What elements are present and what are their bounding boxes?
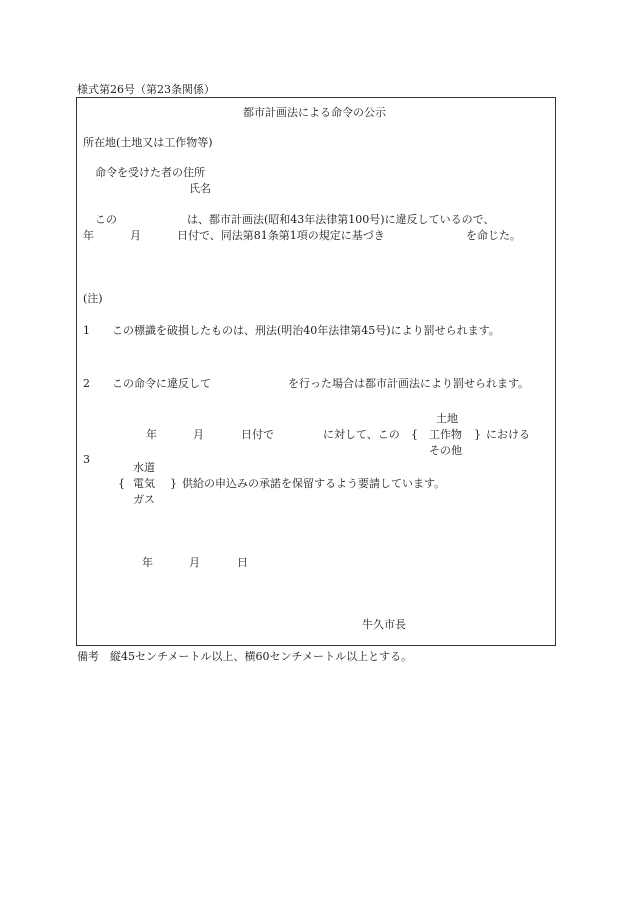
note1-number: 1 <box>83 324 90 337</box>
note-heading: (注) <box>83 292 103 305</box>
body-line2-month: 月 <box>130 229 141 242</box>
date-year: 年 <box>142 556 153 569</box>
body-line2-text: 日付で、同法第81条第1項の規定に基づき <box>177 229 385 242</box>
form-number: 様式第26号（第23条関係） <box>77 83 215 96</box>
note2-number: 2 <box>83 377 90 390</box>
note3-against: に対して、この <box>323 428 400 441</box>
note3-brace-open: { <box>411 428 418 441</box>
notice-title: 都市計画法による命令の公示 <box>243 106 386 119</box>
body-line2-year: 年 <box>83 229 94 242</box>
note3-object-other: その他 <box>429 444 462 457</box>
note3-utility-water: 水道 <box>133 461 155 474</box>
note3-utility-brace-open: { <box>118 477 125 490</box>
note3-day-suffix: 日付で <box>241 428 274 441</box>
note2-text-a: この命令に違反して <box>112 377 211 390</box>
note3-utility-gas: ガス <box>133 493 155 506</box>
body-line2-end: を命じた。 <box>466 229 521 242</box>
note3-year: 年 <box>146 428 157 441</box>
note2-text-b: を行った場合は都市計画法により罰せられます。 <box>288 377 530 390</box>
recipient-address-label: 命令を受けた者の住所 <box>95 166 205 179</box>
issuer: 牛久市長 <box>362 618 406 631</box>
body-line1-text: は、都市計画法(昭和43年法律第100号)に違反しているので、 <box>187 213 495 226</box>
date-month: 月 <box>189 556 200 569</box>
note3-object-land: 土地 <box>436 412 458 425</box>
note3-utility-brace-close: } <box>170 477 177 490</box>
date-day: 日 <box>237 556 248 569</box>
note3-in-suffix: における <box>486 428 530 441</box>
note3-request-text: 供給の申込みの承諾を保留するよう要請しています。 <box>182 477 446 490</box>
note1-text: この標識を破損したものは、刑法(明治40年法律第45号)により罰せられます。 <box>112 324 500 337</box>
note3-number: 3 <box>83 453 90 466</box>
recipient-name-label: 氏名 <box>189 182 211 195</box>
body-line1-prefix: この <box>95 213 117 226</box>
note3-brace-close: } <box>474 428 481 441</box>
location-label: 所在地(土地又は工作物等) <box>83 136 213 149</box>
note3-utility-electricity: 電気 <box>133 477 155 490</box>
note3-object-structure: 工作物 <box>429 428 462 441</box>
note3-month: 月 <box>193 428 204 441</box>
remark: 備考 縦45センチメートル以上、横60センチメートル以上とする。 <box>77 650 413 663</box>
